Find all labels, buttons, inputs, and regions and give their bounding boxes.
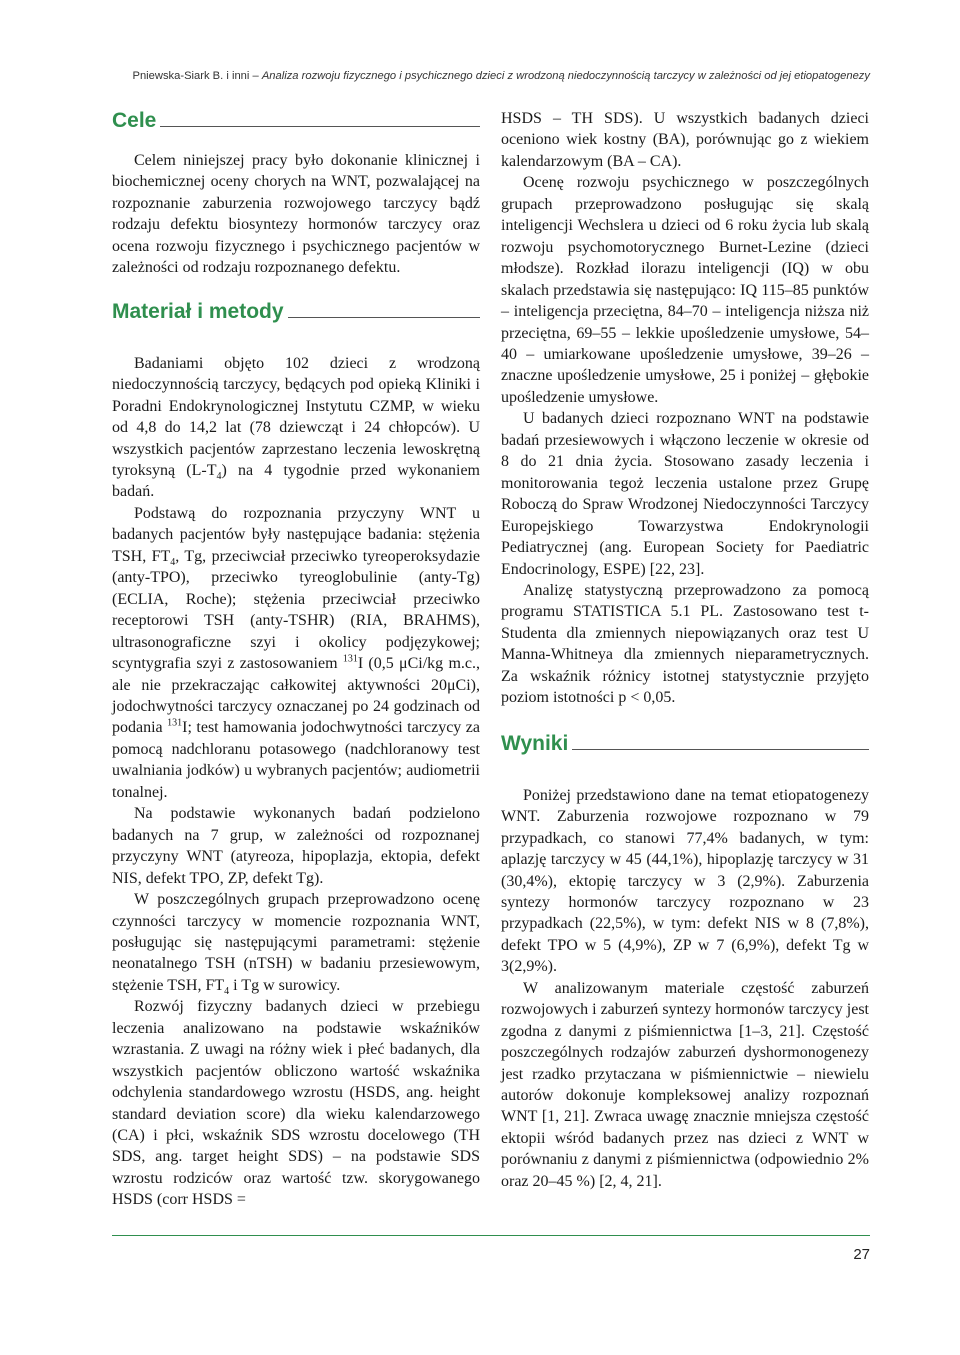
paragraph-metody-7: U badanych dzieci rozpoznano WNT na podstawie badań przesiewowych i włączono leczenie w okresie od 8 do 21 dnia życia. Stosowano zasady leczenia i monitorowania tegoż leczenia ustalone przez Grupę Roboczą do Spraw Wrodzonej Niedoczynności Tarczycy Europejskiego Towarzystwa Endokrynologii Pediatrycznej (ang. European Society for Paediatric Endocrinology, ESPE) [22, 23]. [501, 410, 869, 578]
paragraph-metody-6: Ocenę rozwoju psychicznego w poszczególnych grupach przeprowadzono posługując się skalą inteligencji Wechslera u dzieci od 6 roku życia lub skalą rozwoju psychomotorycznego Burnet-Lezine (dzieci młodsze). Rozkład ilorazu inteligencji (IQ) w obu skalach przedstawia się następująco: IQ 115–85 punktów – inteligencja przeciętna, 84–70 – inteligencja niższa niż przeciętna, 69–55 – lekkie upośledzenie umysłowe, 54–40 – umiarkowane upośledzenie umysłowe, 39–26 – znaczne upośledzenie umysłowe, 25 i poniżej – głębokie upośledzenie umysłowe. [501, 174, 869, 406]
section-title-metody: Materiał i metody [112, 299, 284, 323]
left-column [112, 108, 480, 1211]
paragraph-metody-5-continued: HSDS – TH SDS). U wszystkich badanych dzieci oceniono wiek kostny (BA), porównując go z wiekiem kalendarzowym (BA – CA). [501, 110, 869, 170]
section-heading-wyniki [501, 731, 869, 757]
heading-rule [160, 126, 480, 127]
section-heading-cele [112, 108, 480, 134]
paragraph-cele-1: Celem niniejszej pracy było dokonanie klinicznej i biochemicznej oceny chorych na WNT, pozwalającej na rozpoznanie zaburzenia rozwojowego tarczycy bądź rodzaju defektu biosyntezy hormonów tarczycy oraz ocena rozwoju fizycznego i psychicznego pacjentów w zależności od rodzaju rozpoznanego defektu. [112, 152, 480, 277]
paragraph-wyniki-2: W analizowanym materiale częstość zaburzeń rozwojowych i zaburzeń syntezy hormonów tarczycy jest zgodna z danymi z piśmiennictwa [1–3, 21]. Częstość poszczególnych rodzajów zaburzeń dyshormonogenezy jest rzadko przytaczana w piśmiennictwie – niewielu autorów dokonuje kompleksowej analizy rozpoznań WNT [1, 21]. Zwraca uwagę znacznie mniejsza częstość ektopii wśród badanych przez nas dzieci z WNT w porównaniu z danymi z piśmiennictwa (odpowiednio 2% oraz 20–45 %) [2, 4, 21]. [501, 979, 869, 1190]
right-column [501, 108, 869, 1192]
paragraph-metody-8: Analizę statystyczną przeprowadzono za pomocą programu STATISTICA 5.1 PL. Zastosowano test t-Studenta dla zmiennych niepowiązanych oraz test U Manna-Whitneya dla zmiennych nieparametrycznych. Za wskaźnik różnicy istotnej statystycznie przyjęto poziom istotności p < 0,05. [501, 581, 869, 707]
section-heading-metody [112, 299, 480, 325]
header-title: Analiza rozwoju fizycznego i psychicznego dzieci z wrodzoną niedoczynnością tarczycy w zależności od jej etiopatogenezy [261, 70, 870, 82]
heading-rule [288, 317, 480, 318]
page-number: 27 [853, 1246, 870, 1263]
paragraph-wyniki-1: Poniżej przedstawiono dane na temat etiopatogenezy WNT. Zaburzenia rozwojowe rozpoznano w 79 przypadkach, co stanowi 77,4% badanych, w tym: aplazję tarczycy w 45 (44,1%), hipoplazję tarczycy w 31 (30,4%), ektopię tarczycy w 3 (2,9%). Zaburzenia syntezy hormonów tarczycy rozpoznano w 23 przypadkach (22,5%), w tym: defekt NIS w 8 (7,8%), defekt TPO w 5 (4,9%), ZP w 7 (6,9%), defekt Tg w 3(2,9%). [501, 786, 869, 976]
paragraph-metody-2: Podstawą do rozpoznania przyczyny WNT u badanych pacjentów były następujące badania: stężenia TSH, $FT_4$, Tg, przeciwciał przeciwko tyreoperoksydazie (anty-TPO), przeciwko tyreoglobulinie (anty-Tg) (ECLIA, Roche); stężenia przeciwciał przeciwko receptorowi TSH (anty-TSHR) (RIA, BRAHMS), ultrasonograficzne szyi i okolicy podjęzykowej; scyntygrafia szyi z zastosowaniem $^{131}$I (0,5 μCi/kg m.c., ale nie przekraczając całkowitej aktywności 20μCi), jodochwytności tarczycy oznaczanej po 24 godzinach od podania $^{131}$I; test hamowania jodochwytności tarczycy za pomocą nadchloranu potasowego (nadchloranowy test uwalniania jodków) u wybranych pacjentów; audiometrii tonalnej. [112, 504, 481, 801]
section-title-cele: Cele [112, 109, 157, 132]
section-title-wyniki: Wyniki [501, 731, 569, 755]
paragraph-metody-4: W poszczególnych grupach przeprowadzono ocenę czynności tarczycy w momencie rozpoznania WNT, posługując się następującymi parametrami: stężenie neonatalnego TSH (nTSH) w badaniu przesiewowym, stężenie TSH, $FT_4$ i Tg w surowicy. [112, 891, 480, 998]
footer-rule [112, 1235, 870, 1236]
paragraph-metody-1: Badaniami objęto 102 dzieci z wrodzoną niedoczynnością tarczycy, będących pod opieką Kliniki i Poradni Endokrynologicznej Instytutu CZMP, w wieku od 4,8 do 14,2 lat (78 dziewcząt i 24 chłopców). U wszystkich pacjentów zaprzestano leczenia lewoskrętną tyroksyną $(L-T_4)$ na 4 tygodnie przed wykonaniem badań. [112, 354, 480, 501]
heading-rule [572, 749, 869, 750]
header-authors: Pniewska-Siark B. i inni [132, 70, 250, 82]
paragraph-metody-3: Na podstawie wykonanych badań podzielono badanych na 7 grup, w zależności od rozpoznanej przyczyny WNT (atyreoza, hipoplazja, ektopia, defekt NIS, defekt TPO, ZP, defekt Tg). [112, 805, 480, 887]
paragraph-metody-5: Rozwój fizyczny badanych dzieci w przebiegu leczenia analizowano na podstawie wskaźników wzrastania. Z uwagi na różny wiek i płeć badanych, dla wszystkich pacjentów obliczono wartość wskaźnika odchylenia standardowego wzrostu (HSDS, ang. height standard deviation score) dla wieku kalendarzowego (CA) i płci, wskaźnik SDS wzrostu docelowego (TH SDS, ang. target height SDS) – na podstawie SDS wzrostu rodziców oraz wartość tzw. skorygowanego HSDS (corr HSDS = [112, 998, 480, 1209]
running-header: Pniewska-Siark B. i inni – Analiza rozwoju fizycznego i psychicznego dzieci z wrodzoną niedoczynnością tarczycy w zależności od jej etiopatogenezy [132, 70, 870, 82]
